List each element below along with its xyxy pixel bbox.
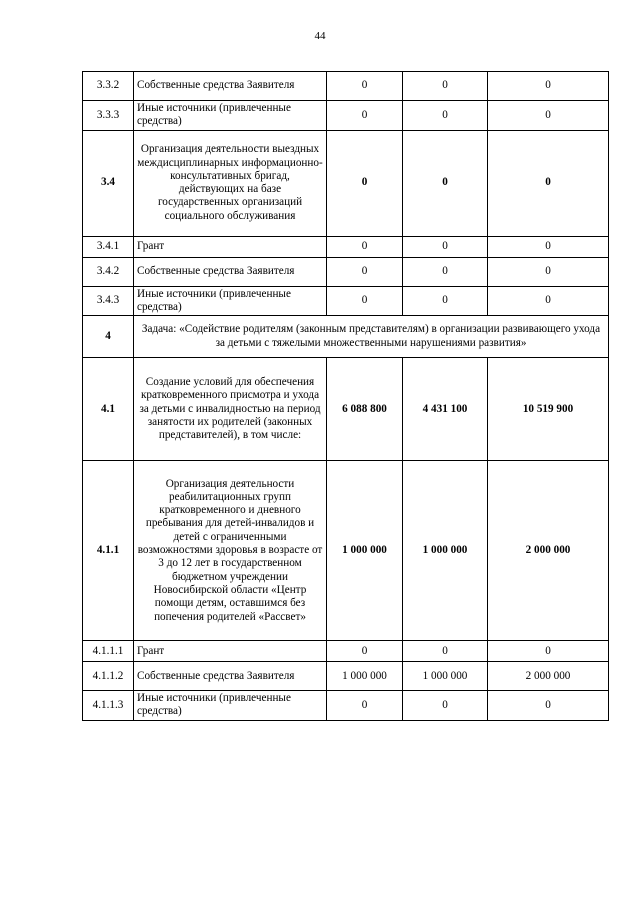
value-cell-2: 0: [403, 257, 488, 286]
value-cell-2: 0: [403, 641, 488, 662]
value-cell-3: 0: [488, 130, 609, 236]
task-row: [83, 316, 609, 358]
value-cell-3: 2 000 000: [488, 662, 609, 691]
value-cell-1: 0: [327, 641, 403, 662]
value-cell-3: 0: [488, 286, 609, 316]
row-description: Грант: [134, 641, 327, 662]
row-description: Иные источники (привлеченные средства): [134, 691, 327, 721]
value-cell-2: 1 000 000: [403, 461, 488, 641]
table-row: [83, 72, 609, 101]
table-row: [83, 691, 609, 721]
value-cell-3: 0: [488, 691, 609, 721]
value-cell-2: 0: [403, 236, 488, 257]
table-row: [83, 461, 609, 641]
row-number: 3.4.2: [83, 257, 134, 286]
row-description: Собственные средства Заявителя: [134, 72, 327, 101]
row-number: 4: [83, 316, 134, 358]
value-cell-3: 10 519 900: [488, 358, 609, 461]
row-number: 3.3.2: [83, 72, 134, 101]
row-description: Иные источники (привлеченные средства): [134, 286, 327, 316]
task-description: Задача: «Содействие родителям (законным представителям) в организации развивающего ухода за детьми с тяжелыми множественными нарушениями развития»: [134, 316, 609, 358]
row-description: Собственные средства Заявителя: [134, 662, 327, 691]
budget-table: [82, 71, 609, 721]
budget-table-body: [83, 72, 609, 721]
table-row: [83, 662, 609, 691]
table-row: [83, 286, 609, 316]
value-cell-2: 0: [403, 101, 488, 131]
value-cell-2: 4 431 100: [403, 358, 488, 461]
table-row: [83, 641, 609, 662]
row-number: 3.4.3: [83, 286, 134, 316]
table-row: [83, 257, 609, 286]
row-description: Организация деятельности выездных междисциплинарных информационно-консультативных бригад, действующих на базе государственных организаций социального обслуживания: [134, 130, 327, 236]
value-cell-2: 0: [403, 286, 488, 316]
value-cell-2: 1 000 000: [403, 662, 488, 691]
value-cell-1: 0: [327, 286, 403, 316]
row-number: 4.1.1.1: [83, 641, 134, 662]
value-cell-1: 0: [327, 101, 403, 131]
row-description: Создание условий для обеспечения кратковременного присмотра и ухода за детьми с инвалидностью на период занятости их родителей (законных представителей), в том числе:: [134, 358, 327, 461]
value-cell-2: 0: [403, 130, 488, 236]
value-cell-2: 0: [403, 72, 488, 101]
table-row: [83, 101, 609, 131]
value-cell-3: 2 000 000: [488, 461, 609, 641]
value-cell-3: 0: [488, 236, 609, 257]
row-number: 3.4.1: [83, 236, 134, 257]
row-number: 4.1.1.2: [83, 662, 134, 691]
row-number: 4.1.1: [83, 461, 134, 641]
value-cell-3: 0: [488, 72, 609, 101]
value-cell-1: 0: [327, 236, 403, 257]
value-cell-1: 0: [327, 257, 403, 286]
value-cell-1: 6 088 800: [327, 358, 403, 461]
value-cell-1: 1 000 000: [327, 662, 403, 691]
table-row: [83, 130, 609, 236]
row-description: Собственные средства Заявителя: [134, 257, 327, 286]
value-cell-2: 0: [403, 691, 488, 721]
row-number: 4.1.1.3: [83, 691, 134, 721]
row-description: Организация деятельности реабилитационных групп кратковременного и дневного пребывания для детей-инвалидов и детей с ограниченными возможностями здоровья в возрасте от 3 до 12 лет в государственном бюджетном учреждении Новосибирской области «Центр помощи детям, оставшимся без попечения родителей «Рассвет»: [134, 461, 327, 641]
value-cell-3: 0: [488, 101, 609, 131]
value-cell-1: 1 000 000: [327, 461, 403, 641]
row-number: 3.4: [83, 130, 134, 236]
value-cell-1: 0: [327, 72, 403, 101]
value-cell-3: 0: [488, 641, 609, 662]
value-cell-1: 0: [327, 691, 403, 721]
table-row: [83, 358, 609, 461]
page-number: 44: [314, 30, 326, 42]
value-cell-1: 0: [327, 130, 403, 236]
row-description: Иные источники (привлеченные средства): [134, 101, 327, 131]
row-number: 3.3.3: [83, 101, 134, 131]
row-number: 4.1: [83, 358, 134, 461]
row-description: Грант: [134, 236, 327, 257]
value-cell-3: 0: [488, 257, 609, 286]
table-row: [83, 236, 609, 257]
